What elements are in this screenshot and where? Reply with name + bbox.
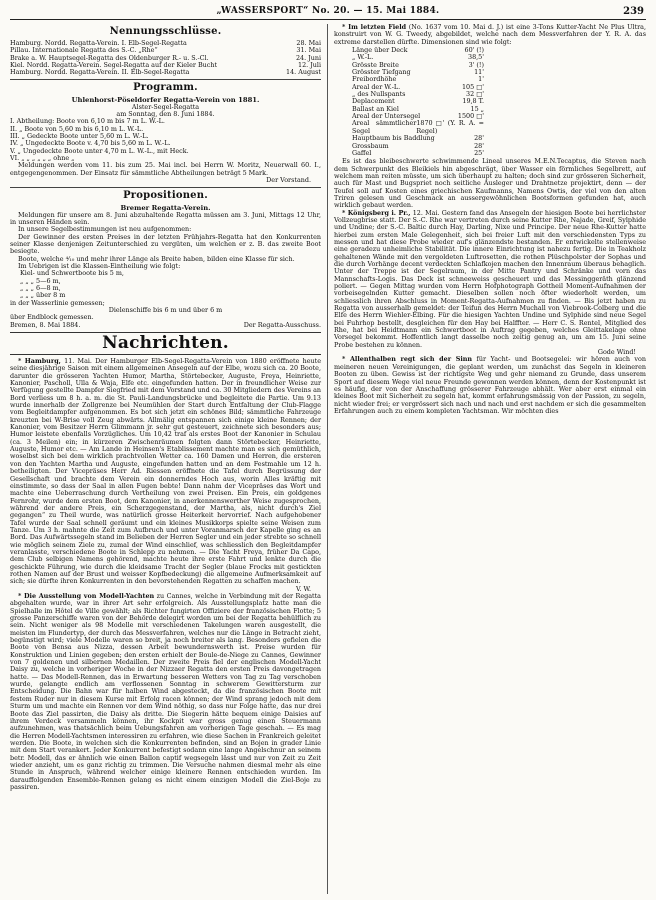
programm-date: am Sonntag, den 8. Juni 1884. [116, 110, 215, 119]
prop-classes [10, 270, 321, 299]
prop-p5: Im Uebrigen ist die Klassen-Eintheilung wie folgt: [18, 261, 181, 270]
allenthalben-text: für Yacht- und Bootsegelei: wir hören auch von meineren neuen Vereinigungen, die geplant werden, um zunächst das Segeln in kleineren Booten zu üben. Gewiss ist der richtigste Weg und gehr niemand zu Grunde, dass unserem Sport auf diesem Wege viel neue Freunde gewonnen werden können, denn der Kostenpunkt ist es häufig, der von der Anschaffung grösserer Fahrzeuge abhält. Wer aber erst einmal ein kleines Boot mit Sicherheit zu segeln hat, kommt erfahrungsmässig von der Passion, zu segeln, nicht wieder frei; er vergrössert sich nach und nach und erst nachdem er sich die gesammelten Erfahrungen auch zu einem kompleten Yachtsman. Wir möchten dies [334, 355, 646, 415]
nennung-event: Hamburg. Nordd. Regatta-Verein. II. Elb-Segel-Regatta [10, 68, 190, 77]
prop-p6: in der Wasserlinie gemessen; [10, 298, 105, 307]
programm-classes [10, 118, 321, 162]
prop-p3: Der Gewinner des ersten Preises in der letzten Frühjahrs-Regatta hat den Konkurrenten seiner Klasse denjenigen Zeitunterschied zu vergüten, um welchen er z. B. das zweite Boot besiegte. [10, 232, 321, 256]
dimension-label: Areal sämmtlicher Segel [352, 119, 417, 135]
dimension-value: 28' [474, 141, 484, 150]
prop-class-line: „ „ „ über 8 m [20, 291, 66, 300]
prop-p2: In unsere Segelbestimmungen ist neu aufgenommen: [18, 225, 192, 234]
divider [10, 79, 321, 80]
prop-p1: Meldungen für unsere am 8. Juni abzuhaltende Regatta müssen am 3. Juni, Mittags 12 Uhr, in unseren Händen sein. [10, 210, 321, 226]
nennung-event: Hamburg. Nordd. Regatta-Verein. I. Elb-Segel-Regatta [10, 39, 187, 47]
nennung-date: 12. Juli [298, 61, 321, 70]
dimension-label: Areal der Untersegel [352, 112, 421, 121]
dimension-value: 105 □' [461, 82, 484, 91]
dimension-value: 3' (!) [468, 60, 484, 69]
prop-class-line: „ „ „ 5—6 m, [20, 276, 61, 285]
nennung-date: 24. Juni [295, 53, 321, 62]
dimension-value: 25' [474, 148, 484, 157]
propositionen-subtitle: Bremer Regatta-Verein. [120, 203, 211, 212]
prop-p8: über Endblock gemessen. [10, 313, 94, 322]
field-lead: * Im letzten Field [342, 24, 407, 31]
ausstellung-article [10, 593, 321, 791]
prop-p7: Dielenschiffe bis 6 m und über 6 m [108, 305, 223, 314]
nennung-date: 31. Mai [296, 46, 321, 55]
dimension-value: 1870 □' (Y. R. A. = Regel) [416, 119, 484, 135]
koenigsberg-article [334, 210, 646, 350]
programm-event: Alster-Segel-Regatta [131, 102, 200, 111]
dimension-label: „ W.-L. [352, 53, 374, 62]
dimension-label: „ des Nullspants [352, 90, 406, 99]
koenigsberg-text: 12. Mai. Gestern fand das Ansegeln der hiesigen Boote bei herrlichster Vollzeugbrise statt. Der S.-C. Rhe war vertreten durch seine Kutter Rhe, Najade, Greif, Sylphide und Undine; der S.-C. Baltic durch Hay, Darling, Nixe und Principe. Der neue Rhe-Kutter hatte hierbei zum ersten Male Gelegenheit, sich bei freier Luft mit den verschiedensten Typs zu messen und hat diese Probe wieder auf's glänzendste bestanden. Er entwickelte stellenweise eine geradezu unheimliche Stabilität. Die innere Einrichtung ist nahezu fertig. Die in Teakholz gehaltenen Wände mit den vergoldeten Luftrosetten, die rothen Plüschpolster der Sophas und die durch Vorhänge decent verdeckten Schlafkojen machen den Innenraum überaus behaglich. Unter der Treppe ist der Segelraum, in der Mitte Pantry und Schränke und vorn das Mannschafts-Logis. Das Deck ist schneeweiss gescheuert und das Messinggeräth glänzend poliert. — Gegen Mittag wurden vom Herrn Hofphotograph Gottheil Moment-Aufnahmen der vorbeisegelnden Kutter gemacht. Dieselben sollen noch öfter wiederholt werden, um schliesslich ihren Abschluss in Moment-Regatta-Aufnahmen zu finden. — Bis jetzt haben zu Regatta von ausserhalb gemeldet: der Teifun des Herrn Muchall von Viebrook-Colberg und die Elfe des Herrn Wiehler-Elbing. Für die hiesigen Yachten Undine und Sylphide sind neue Segel bei Fuhrhop bestellt, desgleichen für den Hay bei Halffter. — Herr C. S. Rentel, Mitglied des Rhe, hat bei Heidtmann ein Schwertboot in Auftrag gegeben, welches Gleittakelage ohne Vorsegel bekommt. Hoffentlich langt dasselbe noch zeitig genug an, um am 15. Juni seine Probe bestehen zu können. [334, 208, 646, 349]
koenigsberg-lead: * Königsberg i. Pr., [342, 208, 411, 217]
prop-date: Bremen, 8. Mai 1884. [10, 320, 81, 329]
hamburg-text: 11. Mai. Der Hamburger Elb-Segel-Regatta-Verein von 1880 eröffnete heute seine diesjährige Saison mit einem allgemeinen Ansegeln auf der Elbe, wozu sich ca. 20 Boote, darunter die grösseren Yachten Humor, Martha, Störtebecker, Auguste, Freya, Heinriette, Kanonier, Pascholl, Ulla & Waja, Elfe etc. eingefunden hatten. Der in freundlicher Weise zur Verfügung gestellte Dampfer Siegfried mit dem Vorstand und ca. 30 Mitgliedern des Vereins an Bord verliess um 8 h. a. m. die St. Pauli-Landungsbrücke und begleitete die Partie. Um 9.13 wurde innerhalb der Zollgrenze bei Neumühlen der Start durch Entfaltung der Club-Flagge vom Begleitdampfer aufgenommen. Es bot sich jetzt ein schönes Bild; sämmtliche Fahrzeuge kreuzten bei W-Brise voll Zeug abwärts. Allmälig entspannen sich einige kleine Rennen; der Kanonier, vom Besitzer Herrn Glimmann jr. sehr gut gesteuert, zeichnete sich besonders aus; Humor leistete ebenfalls Vorzügliches. Um 10,42 traf als erstes Boot der Kanonier in Schulau (ca. 3 Meilen) ein; in kürzeren Zwischenräumen folgten dann Störtebecker, Heinriette, Auguste, Humor etc. — Am Lande in Heinsen's Etablissement machte man es sich gemüthlich, woselbst sich bei dem wirklich prachtvollen Wetter ca. 160 Damen und Herren, die ersteren von den Yachten Martha und Auguste, eingefunden hatten und an dem Festmahle um 12 h. betheiligten. Der Vicepräses Herr Ad. Riessen eröffnete die Tafel durch Begrüssung der Gesellschaft und brachte dem Verein ein donnerndes Hoch aus, worin Alles kräftig mit einstimmte, so dass der Saal in allen Fugen bebte! Dann nahm der Vicepräses das Wort und machte eine Ueberraschung durch Vertheilung von zwei Preisen. Ein Preis, ein goldgenes Fernrohr, wurde dem ersten Boot, dem Kanonier, in anerkennenswerther Weise zugesprochen, während der andere Preis, ein Scherzgegenstand, der Martha, als, nicht durch's Ziel gegangen“ zu Theil wurde, was natürlich grosse Heiterkeit hervorrief. Nach aufgehobener Tafel wurde der Saal schnell geräumt und ein kleines Musikkorps spielte seine Weisen zum Tanze. Um 3 h. mahnte die Zeit zum Aufbruch und unter Voranmarsch der Kapelle ging es an Bord. Das Aufwärtssegeln stand im Belieben der Herren Segler und ein jeder strebte so schnell wie möglich seinem Ziele zu, zumal der Wind einschlief, was schliesslich den Begleitdampfer veranlasste, verschiedene Boote in Schlepp zu nehmen. — Die Yacht Freya, früher Da Capo, dem Club selbigen Namens gehörend, machte heute ihre erste Fahrt und lenkte durch die geschickte Führung, wie durch die kleidsame Tracht der Segler (blaue Frocks mit gestickten rothen Namen auf der Brust und weisser Kopfbedeckung) die allgemeine Aufmerksamkeit auf sich; sie dürfte ihren Konkurrenten in den bevorstehenden Regatten zu schaffen machen. [10, 357, 321, 586]
nennung-event: Pillau. Internationale Regatta des S.-C. „Rhe“ [10, 46, 158, 55]
dimension-label: Grossbaum [352, 141, 389, 150]
dimension-label: Grösste Breite [352, 60, 399, 69]
dimension-label: Areal der W.-L. [352, 82, 401, 91]
left-column [10, 24, 328, 894]
hamburg-lead: * Hamburg, [18, 357, 61, 365]
programm-class-line: VI. „ „ „ „ „ „ ohne „ [10, 154, 75, 163]
ausstellung-text: zu Cannes, welche in Verbindung mit der Regatta abgehalten wurde, war in ihrer Art sehr erfolgreich. Als Ausstellungsplatz hatte man die Spielhalle im Hôtel de Ville gewählt; als Richter fungirten Offiziere der französischen Flotte; 5 grosse Panzerschiffe waren von der Behörde delegirt worden um bei der Regatta behülflich zu sein. Nicht weniger als 98 Modelle mit verschiedenen Takelungen waren ausgestellt, die meisten im Flundertyp, der durch das Messverfahren, welches nur die Länge in Betracht zieht, begünstigt wird; viele Modelle waren so breit, ja noch breiter als lang. Besonders gefielen die Boote von Bensa aus Nizza, dessen Arbeit bewundernswerth ist. Preise wurden für Konstruktion und Linien gegeben; den ersten erhielt der Boule-de-Niege zu Cannes, Gewinner von 7 goldenen und silbernen Medaillen. Der zweite Preis fiel der englischen Modell-Yacht Daisy zu, welche in vorheriger Woche in der Nizzaer Regatta den ersten Preis davongetragen hatte. — Das Modell-Rennen, das in Erwartung besseren Wetters von Tag zu Tag verschoben wurde, gelangte endlich am verflossenen Sonntag in schwerem Gewittersturm zur Entscheidung. Die Bahn war für halben Wind abgesteckt, da die französischen Boote mit festem Ruder nur in diesem Kurse mit Erfolg racen können; der Wind sprang jedoch mit dem Sturm um und machte ein Rennen vor dem Wind nöthig, so dass nur Folge hatte, das nur drei Boote das Ziel passirten, die Daisy als dritte. Die Siegerin hätte bequem einige Daisies auf ihrem Verdeck versammeln können, ihr Kockpit war gross genug einen Steuermann aufzunehmen, was thatsächlich beim Uebungsfahren am vorherigen Tage geschah. — Es mag die Herren Modell-Yachtsmen interessiren zu erfahren, wie diese Sachen in Frankreich geleitet werden. Die Boote, in welchen sich die Konkurrenten befinden, sind an Bojen in grader Linie mit dem Start verankert. Jeder Konkurrent befestigt sodann eine lange Angelschnur an seinem betr. Modell, das er ähnlich wie einen Ballon captif wegsegeln lässt und nur von Zeit zu Zeit wieder anzieht, um es ganz richtig zu trimmen. Die Versuche nahmen diesmal mehr als eine Stunde in Anspruch, während welcher einige kleinere Rennen entschieden wurden. Im darauffolgenden Ensemble-Rennen gelang es nicht einem einzigen Modell die Ziel-Boje zu passiren. [10, 592, 321, 791]
running-title: „WASSERSPORT“ No. 20. — 15. Mai 1884. [216, 6, 440, 16]
dimension-value: 19,8 T. [462, 97, 484, 106]
dimension-label: Ballast an Kiel [352, 104, 399, 113]
dimension-label: Freibordhöhe [352, 75, 397, 84]
field-end: Es ist das bleibeschwerte schwimmende Lineal unseres M.E.N.Tecaptus, die Steven nach dem Schwerpunkt des Bleikiels hin abgeschrägt, über Wasser ein förmliches Segelbrett, auf welchem man reiten müsste, um sich überhaupt zu halten; doch sind zur grösseren Sicherheit, auch für Mast und Bugspriet noch seitliche Ausleger und Drahtnetze projektirt, denn — der Teufel soll auf Kosten eines griechischen Kaufmanns, Namens Owtis, der viel von den alten Triren gelesen und Geschmack an aussergewöhnlichen Bootsformen gefunden hat, auch wirklich gebaut werden. [334, 157, 646, 210]
field-article [334, 24, 646, 46]
prop-class-line: „ „ „ 6—8 m, [20, 283, 61, 292]
dimension-value: 60' (!) [464, 46, 484, 55]
dimension-label: Deplacement [352, 97, 395, 106]
allenthalben-lead: * Allenthalben regt sich der Sinn [342, 355, 473, 364]
prop-footer [10, 322, 321, 329]
field-text: (No. 1637 vom 10. Mai d. J.) ist eine 3-Tons Kutter-Yacht Ne Plus Ultra, konstruirt von W. G. Tweedy, abgebildet, welche nach dem Messverfahren der Y. R. A. das extreme darstellen dürfte. Dimensionen sind wie folgt: [334, 24, 646, 46]
hamburg-article [10, 358, 321, 586]
allenthalben-article [334, 356, 646, 415]
programm-text: Meldungen werden vom 11. bis zum 25. Mai incl. bei Herrn W. Moritz, Neuerwall 60. I., entgegengenommen. Der Einsatz für sämmtliche Abtheilungen beträgt 5 Mark. [10, 161, 321, 177]
right-column [328, 24, 646, 894]
nennung-date: 14. August [286, 68, 321, 77]
hamburg-signature: V. W. [295, 584, 311, 593]
programm-class-line: V. „ Ungedeckte Boote unter 4,70 m L. W.-L., mit Heck. [10, 146, 189, 155]
prop-p4: Boote, welche ⁴⁄₁₀ und mehr ihrer Länge als Breite haben, bilden eine Klasse für sich. [18, 254, 295, 263]
dimension-value: 1' [478, 75, 484, 84]
programm-class-line: III. „ Gedeckte Boote unter 5,60 m L. W.-L. [10, 132, 149, 141]
nachrichten-title: Nachrichten. [10, 332, 321, 355]
nennung-row [10, 69, 321, 76]
programm-subtitle: Uhlenhorst-Pöseldorfer Regatta-Verein von 1881. [71, 95, 260, 104]
dimension-row [334, 120, 484, 135]
programm-class-line: IV. „ Ungedeckte Boote v. 4,70 bis 5,60 m L. W.-L. [10, 139, 171, 148]
dimension-value: 32 □' [466, 90, 484, 99]
dimensions-table [334, 47, 646, 157]
propositionen-title: Propositionen. [123, 189, 208, 201]
nennung-date: 28. Mai [296, 39, 321, 47]
dimension-value: 38,5' [468, 53, 484, 62]
dimension-value: 11' [474, 68, 484, 77]
dimension-row [334, 150, 484, 157]
page-header [10, 6, 646, 20]
nennung-event: Kiel. Nordd. Regatta-Verein. Segel-Regatta auf der Kieler Bucht [10, 61, 218, 70]
programm-title: Programm. [133, 81, 198, 93]
programm-signature: Der Vorstand. [266, 176, 311, 185]
prop-signature: Der Regatta-Ausschuss. [243, 320, 321, 329]
page-number: 239 [623, 6, 644, 17]
dimension-value: 28' [474, 134, 484, 143]
dimension-value: 15 „ [470, 104, 484, 113]
dimension-value: 1500 □' [457, 112, 484, 121]
nennung-title: Nennungsschlüsse. [109, 26, 222, 37]
prop-class-line: Kiel- und Schwertboote bis 5 m, [20, 269, 124, 278]
koenigsberg-end: Gode Wind! [597, 348, 636, 357]
divider [10, 187, 321, 188]
ausstellung-lead: * Die Ausstellung von Modell-Yachten [18, 592, 155, 600]
nennung-event: Brake a. W. Hauptsegel-Regatta des Oldenburger R.- u. S.-Cl. [10, 53, 209, 62]
dimension-label: Grösster Tiefgang [352, 68, 411, 77]
dimension-label: Länge über Deck [352, 46, 408, 55]
dimension-label: Gaffel [352, 148, 372, 157]
programm-class-line: I. Abtheilung: Boote von 6,10 m bis 7 m L. W.-L. [10, 117, 165, 126]
dimension-label: Hauptbaum bis Baddlung [352, 134, 435, 143]
nennung-list [10, 40, 321, 77]
programm-class-line: II. „ Boote von 5,60 m bis 6,10 m L. W.-L. [10, 124, 144, 133]
columns [10, 24, 646, 894]
